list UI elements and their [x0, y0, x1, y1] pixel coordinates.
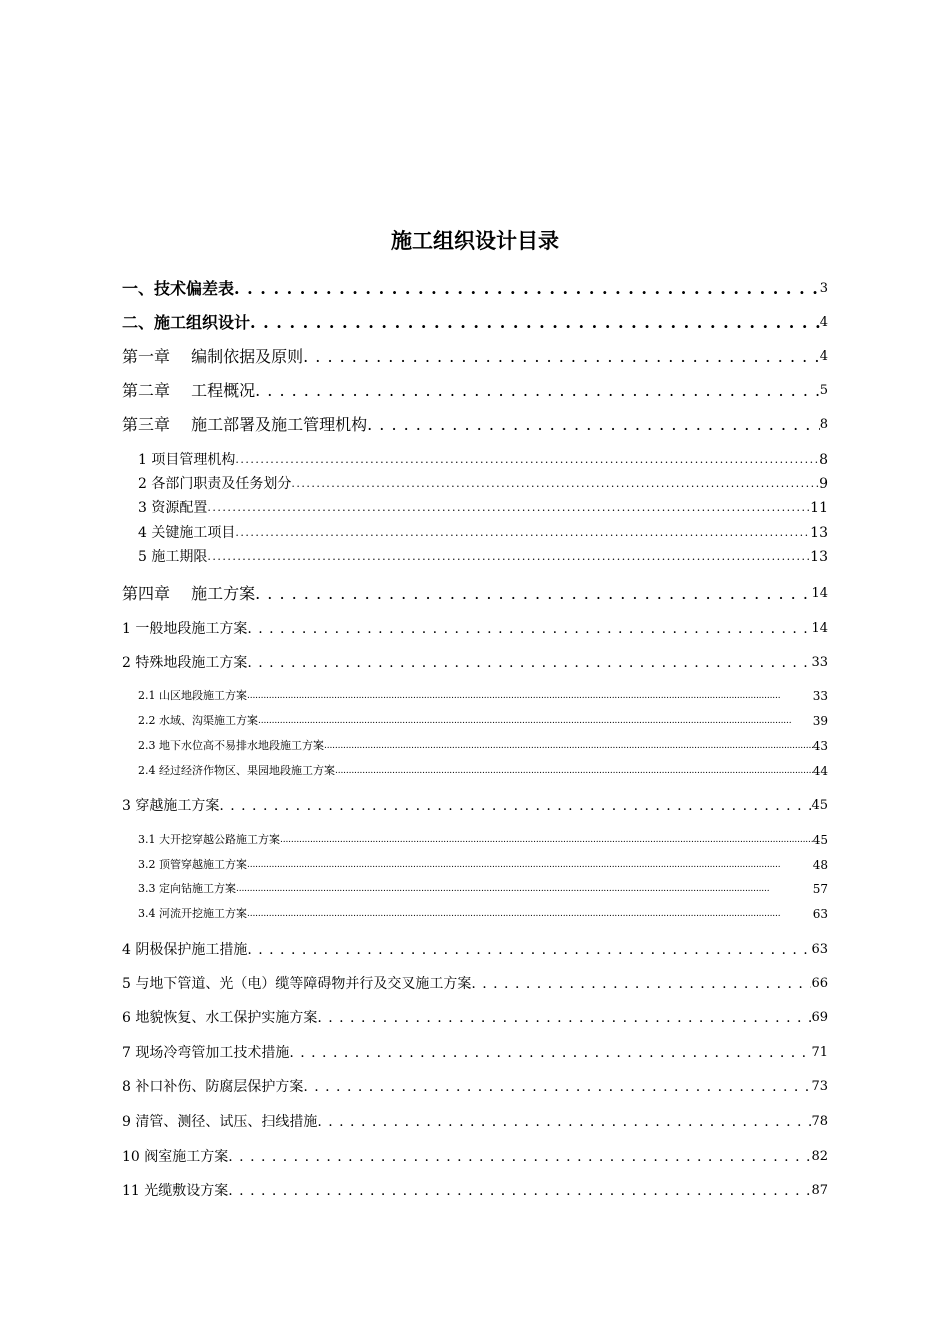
toc-entry-label: 6 地貌恢复、水工保护实施方案 — [122, 1010, 318, 1026]
toc-page-number: 44 — [812, 764, 828, 778]
dot-leader — [280, 831, 813, 849]
toc-entry[interactable] — [138, 523, 828, 543]
toc-page-number: 4 — [819, 315, 828, 330]
dot-leader — [317, 1111, 811, 1133]
toc-entry[interactable] — [122, 1146, 828, 1168]
dot-leader — [324, 737, 813, 755]
toc-entry[interactable] — [138, 712, 828, 730]
toc-entry-label: 第二章 工程概况 — [122, 381, 256, 400]
toc-entry-label: 2.3 地下水位高不易排水地段施工方案 — [138, 739, 324, 752]
toc-entry[interactable] — [138, 831, 828, 849]
toc-page-number: 8 — [819, 417, 828, 432]
toc-entry[interactable] — [122, 973, 828, 995]
toc-entry[interactable] — [138, 474, 828, 494]
toc-entry[interactable] — [122, 1042, 828, 1064]
toc-entry[interactable] — [138, 880, 828, 898]
toc-entry-label: 2.1 山区地段施工方案 — [138, 689, 247, 702]
toc-page-number: 3 — [819, 281, 828, 296]
dot-leader — [255, 583, 811, 605]
toc-page-number: 73 — [811, 1079, 828, 1094]
toc-entry[interactable] — [138, 450, 828, 470]
dot-leader — [247, 939, 811, 961]
toc-entry[interactable] — [122, 414, 828, 436]
toc-entry-label: 10 阀室施工方案 — [122, 1149, 229, 1165]
toc-page-number: 78 — [811, 1114, 828, 1129]
toc-entry-label: 第一章 编制依据及原则 — [122, 347, 304, 366]
toc-page-number: 33 — [812, 689, 828, 703]
dot-leader — [207, 547, 810, 567]
dot-leader — [247, 905, 813, 923]
toc-page-number: 14 — [811, 586, 828, 601]
toc-entry[interactable] — [138, 856, 828, 874]
toc-page-number: 9 — [819, 476, 828, 492]
toc-entry-label: 3.4 河流开挖施工方案 — [138, 907, 247, 920]
toc-entry[interactable] — [122, 1007, 828, 1029]
dot-leader — [234, 278, 820, 300]
toc-entry-label: 一、技术偏差表 — [122, 279, 235, 298]
dot-leader — [247, 687, 813, 705]
toc-entry-label: 8 补口补伤、防腐层保护方案 — [122, 1079, 304, 1095]
toc-entry-label: 4 关键施工项目 — [138, 525, 236, 541]
dot-leader — [228, 1146, 811, 1168]
toc-entry[interactable] — [122, 380, 828, 402]
dot-leader — [250, 312, 820, 334]
toc-page-number: 69 — [811, 1010, 828, 1025]
toc-page-number: 66 — [811, 976, 828, 991]
toc-entry[interactable] — [122, 312, 828, 334]
toc-entry-label: 3.3 定向钻施工方案 — [138, 882, 236, 895]
toc-entry-label: 1 一般地段施工方案 — [122, 621, 248, 637]
toc-entry[interactable] — [138, 905, 828, 923]
dot-leader — [317, 1007, 811, 1029]
toc-entry-label: 3 穿越施工方案 — [122, 798, 220, 814]
toc-page-number: 63 — [812, 907, 828, 921]
dot-leader — [255, 380, 820, 402]
toc-entry[interactable] — [122, 652, 828, 674]
toc-entry[interactable] — [122, 795, 828, 817]
dot-leader — [228, 1180, 811, 1202]
dot-leader — [303, 346, 820, 368]
toc-page-number: 45 — [812, 833, 828, 847]
dot-leader — [471, 973, 811, 995]
toc-page-number: 71 — [811, 1045, 828, 1060]
dot-leader — [258, 712, 813, 730]
toc-page-number: 11 — [810, 500, 828, 516]
toc-entry-label: 4 阴极保护施工措施 — [122, 942, 248, 958]
toc-entry[interactable] — [122, 583, 828, 605]
dot-leader — [291, 474, 819, 494]
toc-entry[interactable] — [122, 278, 828, 300]
toc-entry[interactable] — [138, 547, 828, 567]
toc-page-number: 57 — [812, 882, 828, 896]
toc-page-number: 13 — [810, 525, 828, 541]
toc-page-number: 48 — [812, 858, 828, 872]
toc-entry-label: 2 特殊地段施工方案 — [122, 655, 248, 671]
toc-entry-label: 3.2 顶管穿越施工方案 — [138, 858, 247, 871]
toc-page-number: 87 — [811, 1183, 828, 1198]
toc-entry-label: 5 与地下管道、光（电）缆等障碍物并行及交叉施工方案 — [122, 976, 472, 992]
dot-leader — [289, 1042, 811, 1064]
toc-entry-label: 9 清管、测径、试压、扫线措施 — [122, 1114, 318, 1130]
toc-entry-label: 5 施工期限 — [138, 549, 208, 565]
dot-leader — [303, 1076, 811, 1098]
toc-page-number: 63 — [811, 942, 828, 957]
toc-page-number: 13 — [810, 549, 828, 565]
toc-page-number: 43 — [812, 739, 828, 753]
toc-page-number: 5 — [819, 383, 828, 398]
toc-entry-label: 11 光缆敷设方案 — [122, 1183, 229, 1199]
toc-entry-label: 7 现场冷弯管加工技术措施 — [122, 1045, 290, 1061]
toc-page-number: 39 — [812, 714, 828, 728]
toc-entry[interactable] — [122, 1180, 828, 1202]
toc-entry-label: 1 项目管理机构 — [138, 452, 236, 468]
dot-leader — [367, 414, 820, 436]
toc-entry[interactable] — [122, 618, 828, 640]
dot-leader — [235, 523, 810, 543]
dot-leader — [207, 498, 810, 518]
toc-entry[interactable] — [138, 737, 828, 755]
dot-leader — [247, 652, 811, 674]
dot-leader — [247, 618, 811, 640]
toc-page-number: 4 — [819, 349, 828, 364]
toc-entry-label: 第四章 施工方案 — [122, 584, 256, 603]
toc-entry-label: 2.4 经过经济作物区、果园地段施工方案 — [138, 764, 335, 777]
toc-entry[interactable] — [122, 1076, 828, 1098]
toc-entry-label: 3 资源配置 — [138, 500, 208, 516]
toc-page-number: 82 — [811, 1149, 828, 1164]
toc-entry[interactable] — [138, 762, 828, 780]
toc-entry[interactable] — [138, 498, 828, 518]
toc-entry[interactable] — [122, 1111, 828, 1133]
toc-page-number: 33 — [811, 655, 828, 670]
toc-entry-label: 二、施工组织设计 — [122, 313, 251, 332]
toc-entry[interactable] — [138, 687, 828, 705]
toc-entry-label: 第三章 施工部署及施工管理机构 — [122, 415, 368, 434]
dot-leader — [219, 795, 811, 817]
toc-entry-label: 2 各部门职责及任务划分 — [138, 476, 292, 492]
toc-page-number: 8 — [819, 452, 828, 468]
toc-page-number: 45 — [811, 798, 828, 813]
toc-entry-label: 2.2 水域、沟渠施工方案 — [138, 714, 258, 727]
toc-entry-label: 3.1 大开挖穿越公路施工方案 — [138, 833, 280, 846]
toc-page-number: 14 — [811, 621, 828, 636]
dot-leader — [335, 762, 813, 780]
dot-leader — [235, 450, 819, 470]
toc-entry[interactable] — [122, 346, 828, 368]
dot-leader — [247, 856, 813, 874]
page-title: 施工组织设计目录 — [391, 228, 559, 253]
toc-entry[interactable] — [122, 939, 828, 961]
dot-leader — [236, 880, 813, 898]
